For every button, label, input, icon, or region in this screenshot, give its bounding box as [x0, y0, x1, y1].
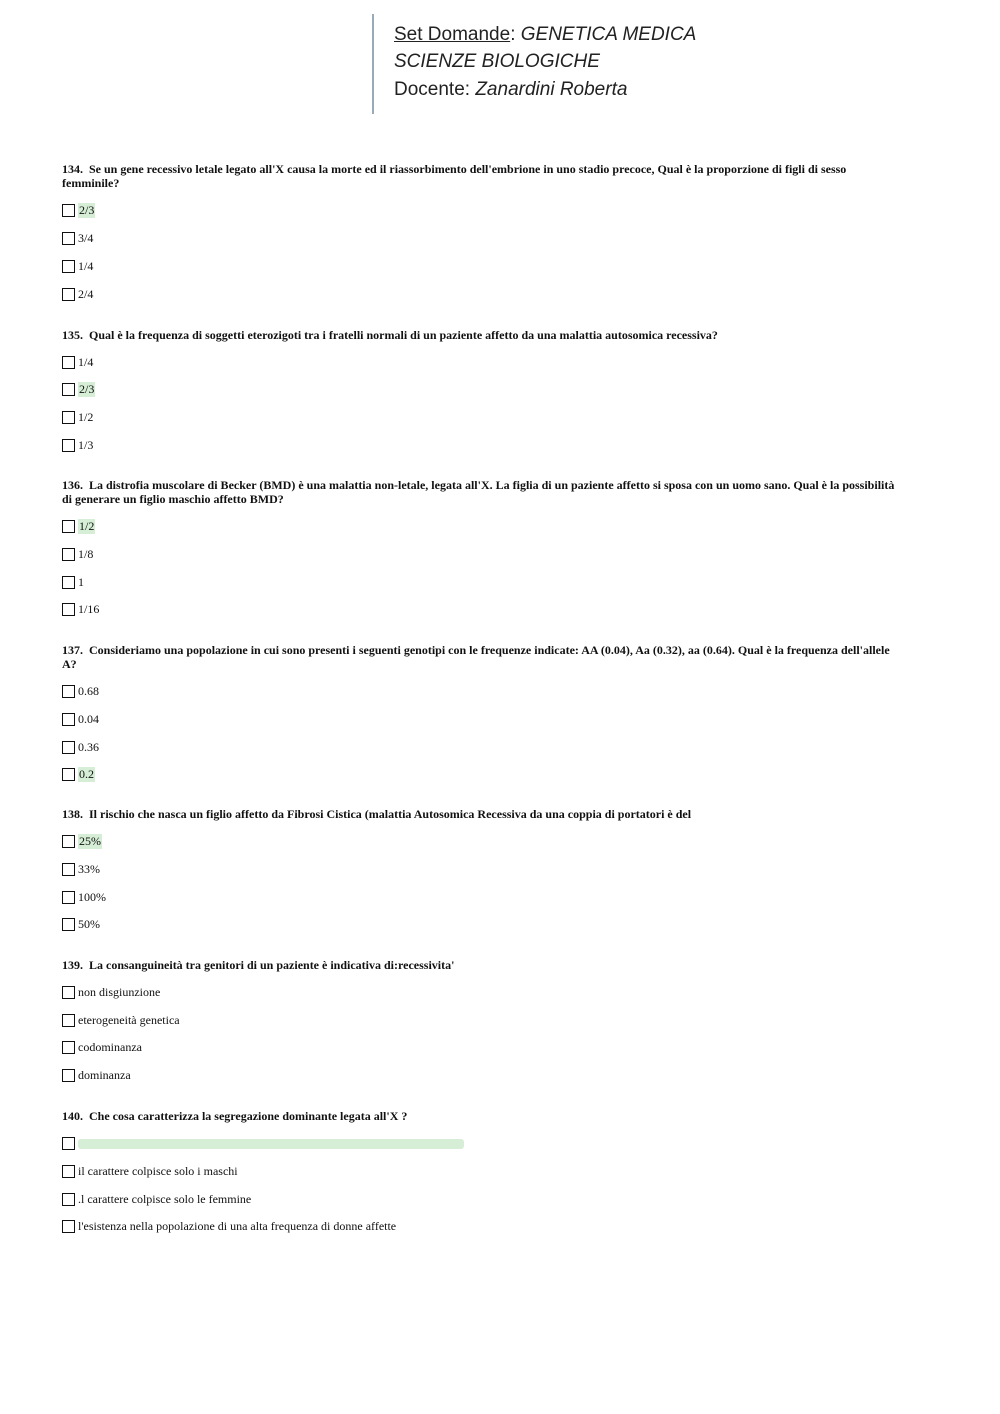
- answer-text-highlighted: 2/3: [79, 381, 95, 396]
- answer-option[interactable]: [62, 258, 93, 274]
- answer-option[interactable]: [62, 546, 93, 562]
- question-body: La consanguineità tra genitori di un paziente è indicativa di:recessivita': [89, 958, 455, 972]
- answer-option[interactable]: [62, 601, 99, 617]
- checkbox[interactable]: [62, 603, 75, 616]
- answer-option[interactable]: [62, 889, 106, 905]
- checkbox[interactable]: [62, 288, 75, 301]
- answer-option[interactable]: [62, 437, 93, 453]
- answer-option[interactable]: [62, 518, 95, 534]
- set-label: Set Domande: [394, 24, 511, 45]
- checkbox[interactable]: [62, 713, 75, 726]
- question-text: [62, 162, 902, 190]
- answer-option[interactable]: [62, 1039, 142, 1055]
- answer-option[interactable]: [62, 833, 102, 849]
- answer-option[interactable]: [62, 766, 95, 782]
- answer-text-highlighted: 0.2: [79, 766, 94, 781]
- answer-option[interactable]: [62, 984, 160, 1000]
- question-139: [62, 958, 902, 1082]
- checkbox[interactable]: [62, 383, 75, 396]
- answer-option[interactable]: [62, 574, 84, 590]
- answer-text: 3/4: [78, 230, 94, 245]
- checkbox[interactable]: [62, 411, 75, 424]
- checkbox[interactable]: [62, 863, 75, 876]
- question-number: 134.: [62, 162, 83, 176]
- checkbox[interactable]: [62, 741, 75, 754]
- teacher-label: Docente:: [394, 79, 471, 100]
- question-body: Se un gene recessivo letale legato all'X causa la morte ed il riassorbimento dell'embrione in uno stadio precoce, Qual è la proporzione di figli di sesso femminile?: [62, 162, 847, 190]
- question-number: 136.: [62, 478, 83, 492]
- answer-text: dominanza: [78, 1067, 131, 1082]
- answer-text: 1/8: [78, 546, 94, 561]
- answer-option[interactable]: [62, 230, 93, 246]
- question-body: Il rischio che nasca un figlio affetto da Fibrosi Cistica (malattia Autosomica Recessiva da una coppia di portatori è del: [89, 807, 692, 821]
- answer-option[interactable]: [62, 1135, 464, 1151]
- answer-text: 100%: [78, 889, 106, 904]
- answer-text: 1/16: [78, 601, 100, 616]
- answer-option[interactable]: [62, 1012, 180, 1028]
- answer-text: .l carattere colpisce solo le femmine: [78, 1191, 252, 1206]
- answer-option[interactable]: [62, 711, 99, 727]
- checkbox[interactable]: [62, 918, 75, 931]
- answer-text: 1/3: [78, 437, 94, 452]
- question-body: Consideriamo una popolazione in cui sono presenti i seguenti genotipi con le frequenze indicate: AA (0.04), Aa (0.32), aa (0.64). Qual è la frequenza dell'allele A?: [62, 643, 890, 671]
- answer-text: 1: [78, 574, 84, 589]
- answer-text: 50%: [78, 916, 100, 931]
- document-header: [372, 14, 894, 114]
- set-value: GENETICA MEDICA: [520, 24, 697, 45]
- checkbox[interactable]: [62, 576, 75, 589]
- answer-option[interactable]: [62, 739, 99, 755]
- answer-option[interactable]: [62, 861, 100, 877]
- checkbox[interactable]: [62, 520, 75, 533]
- checkbox[interactable]: [62, 685, 75, 698]
- answer-text: non disgiunzione: [78, 984, 161, 999]
- question-number: 138.: [62, 807, 83, 821]
- course-name: SCIENZE BIOLOGICHE: [394, 51, 600, 72]
- question-134: [62, 162, 902, 301]
- answer-text: 1/4: [78, 258, 94, 273]
- question-body: La distrofia muscolare di Becker (BMD) è una malattia non-letale, legata all'X. La figlia di un paziente affetto si sposa con un uomo sano. Qual è la possibilità di generare un figlio maschio affetto BMD?: [62, 478, 895, 506]
- answer-option[interactable]: [62, 409, 93, 425]
- answer-text: 0.04: [78, 711, 99, 726]
- question-number: 135.: [62, 328, 83, 342]
- answer-text: 2/4: [78, 286, 94, 301]
- checkbox[interactable]: [62, 768, 75, 781]
- question-140: [62, 1109, 902, 1233]
- question-number: 140.: [62, 1109, 83, 1123]
- answer-text-highlighted: 25%: [79, 833, 101, 848]
- checkbox[interactable]: [62, 439, 75, 452]
- answer-text: 1/4: [78, 354, 94, 369]
- question-text: [62, 328, 902, 342]
- checkbox[interactable]: [62, 1165, 75, 1178]
- question-text: [62, 807, 902, 821]
- question-137: [62, 643, 902, 781]
- set-line: [394, 24, 696, 46]
- answer-option[interactable]: [62, 1067, 131, 1083]
- question-text: [62, 643, 902, 671]
- answer-option[interactable]: [62, 916, 100, 932]
- answer-option[interactable]: [62, 202, 95, 218]
- checkbox[interactable]: [62, 1220, 75, 1233]
- teacher-name: Zanardini Roberta: [475, 79, 628, 100]
- checkbox[interactable]: [62, 1041, 75, 1054]
- checkbox[interactable]: [62, 260, 75, 273]
- answer-option[interactable]: [62, 354, 93, 370]
- checkbox[interactable]: [62, 1069, 75, 1082]
- answer-text: 0.36: [78, 739, 99, 754]
- checkbox[interactable]: [62, 1014, 75, 1027]
- question-text: [62, 958, 902, 972]
- answer-option[interactable]: [62, 683, 99, 699]
- question-number: 137.: [62, 643, 83, 657]
- checkbox[interactable]: [62, 548, 75, 561]
- checkbox[interactable]: [62, 891, 75, 904]
- checkbox[interactable]: [62, 232, 75, 245]
- teacher-line: [394, 79, 627, 101]
- question-135: [62, 328, 902, 452]
- answer-text: 1/2: [78, 409, 94, 424]
- answer-option[interactable]: [62, 1218, 396, 1234]
- answer-text: 33%: [78, 861, 100, 876]
- checkbox[interactable]: [62, 204, 75, 217]
- question-136: [62, 478, 902, 616]
- answer-option[interactable]: [62, 1163, 238, 1179]
- answer-option[interactable]: [62, 286, 93, 302]
- answer-text: 0.68: [78, 683, 99, 698]
- question-text: [62, 1109, 902, 1123]
- answer-text: l'esistenza nella popolazione di una alta frequenza di donne affette: [78, 1218, 397, 1233]
- checkbox[interactable]: [62, 1137, 75, 1150]
- answer-text: eterogeneità genetica: [78, 1012, 180, 1027]
- question-number: 139.: [62, 958, 83, 972]
- set-separator: :: [510, 24, 516, 45]
- question-body: Che cosa caratterizza la segregazione dominante legata all'X ?: [89, 1109, 408, 1123]
- question-text: [62, 478, 902, 506]
- answer-text-highlighted: 2/3: [79, 202, 95, 217]
- question-body: Qual è la frequenza di soggetti eterozigoti tra i fratelli normali di un paziente affetto da una malattia autosomica recessiva?: [89, 328, 718, 342]
- highlighted-answer-mark: [78, 1139, 464, 1149]
- answer-option[interactable]: [62, 381, 95, 397]
- answer-text-highlighted: 1/2: [79, 518, 95, 533]
- answer-text: codominanza: [78, 1039, 142, 1054]
- question-138: [62, 807, 902, 931]
- checkbox[interactable]: [62, 986, 75, 999]
- answer-text: il carattere colpisce solo i maschi: [78, 1163, 238, 1178]
- checkbox[interactable]: [62, 1193, 75, 1206]
- checkbox[interactable]: [62, 835, 75, 848]
- answer-option[interactable]: [62, 1191, 251, 1207]
- checkbox[interactable]: [62, 356, 75, 369]
